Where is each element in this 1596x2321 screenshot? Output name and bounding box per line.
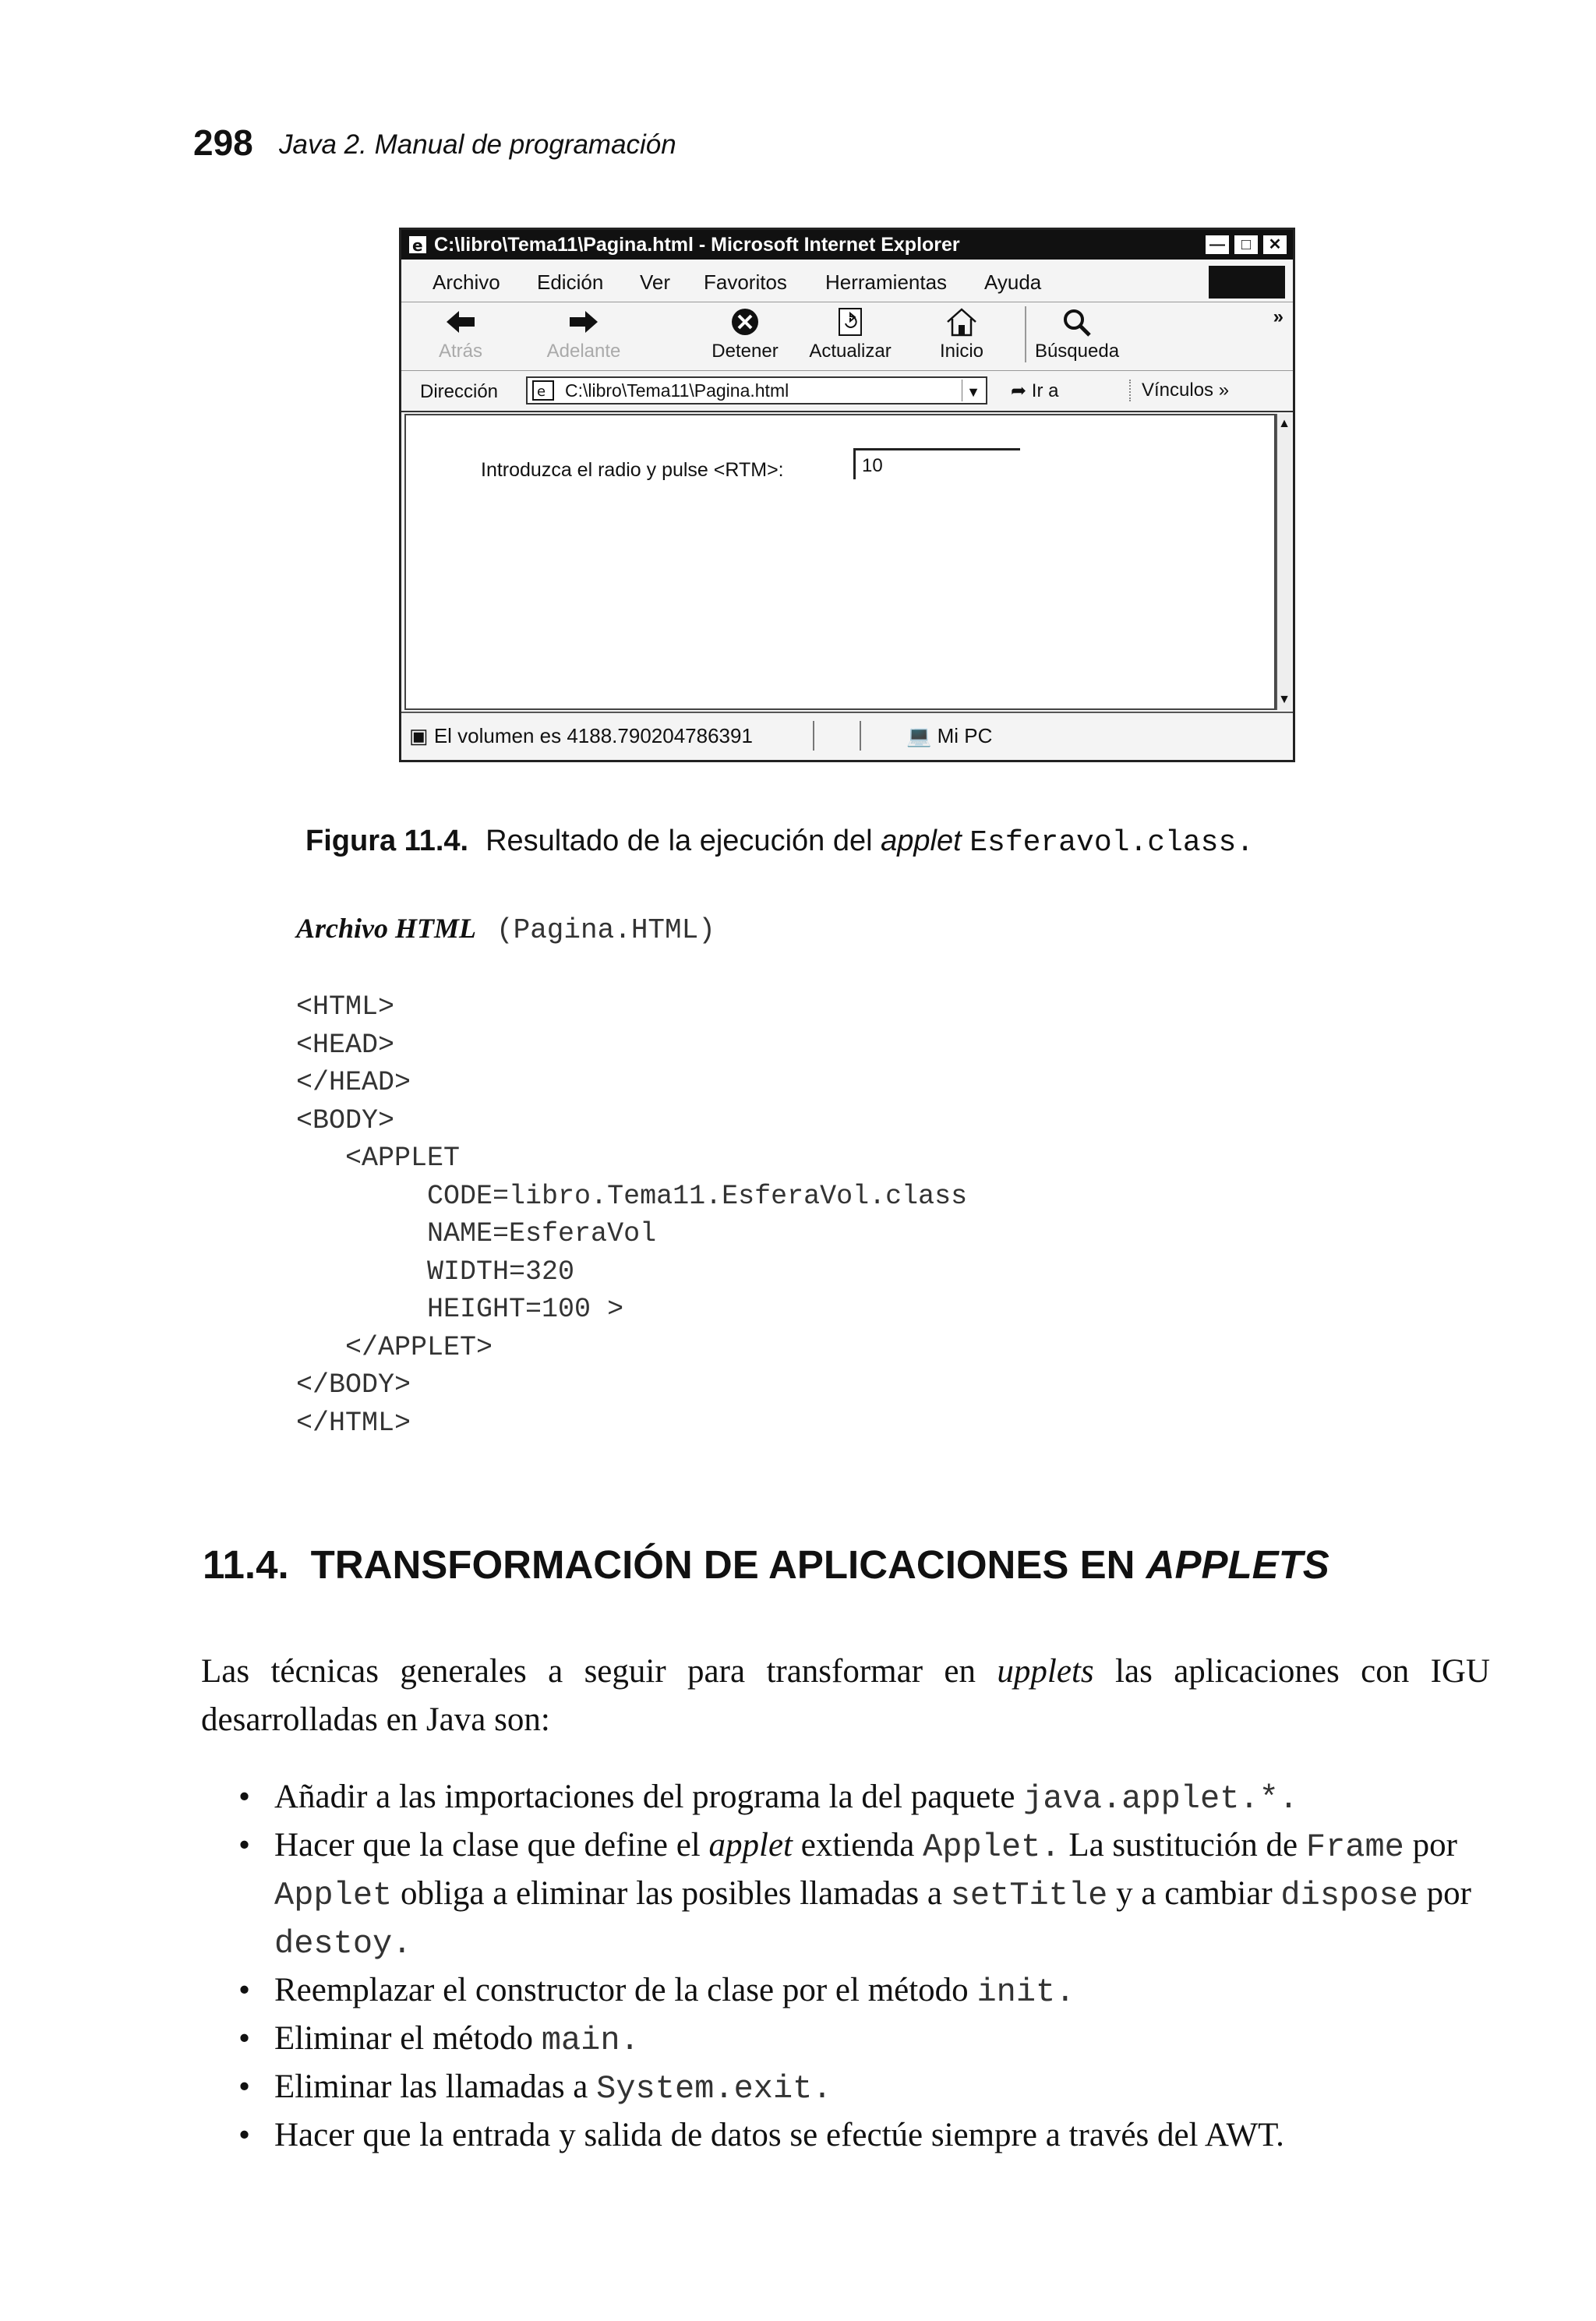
vertical-scrollbar[interactable] [1276,414,1291,710]
figure-caption: Figura 11.4. Resultado de la ejecución del applet Esferavol.class. [305,825,1255,860]
menu-edicion[interactable]: Edición [537,270,604,294]
menu-archivo[interactable]: Archivo [433,270,500,294]
home-icon [945,306,979,337]
technique-list [238,1774,1490,2158]
stop-icon [728,306,762,337]
list-item: • Añadir a las importaciones del programa la del paquete java.applet.*. [238,1779,1299,1818]
computer-icon: 💻 [906,724,932,747]
status-text: El volumen es 4188.790204786391 [433,724,753,747]
section-heading: 11.4. TRANSFORMACIÓN DE APLICACIONES EN APPLETS [203,1542,1329,1587]
html-code-listing: <HTML> <HEAD> </HEAD> <BODY> <APPLET CODE=libro.Tema11.EsferaVol.class NAME=EsferaVol WIDTH=320 HEIGHT=100 > </APPLET> </BODY> </HTML> [296,991,968,1439]
maximize-button[interactable]: □ [1233,234,1259,256]
menu-ver[interactable]: Ver [640,270,671,294]
list-item: • Hacer que la entrada y salida de datos se efectúe siempre a través del AWT. [238,2117,1284,2153]
address-label: Dirección [420,381,499,402]
intro-paragraph: Las técnicas generales a seguir para transformar en upplets las aplicaciones con IGU desarrolladas en Java son: [201,1653,1491,1738]
toolbar [401,303,1293,371]
list-item: • Hacer que la clase que define el applet extienda Applet. La sustitución de Frame por Applet obliga a eliminar las posibles llamadas a setTitle y a cambiar dispose por destoy. [238,1827,1471,1962]
menu-ayuda[interactable]: Ayuda [984,270,1042,294]
page-status-icon: ▣ [409,724,429,747]
status-bar [401,712,1293,760]
search-button[interactable]: Búsqueda [1025,306,1128,362]
go-button[interactable]: ➦ Ir a [1011,380,1059,401]
window-title: C:\libro\Tema11\Pagina.html - Microsoft Internet Explorer [434,234,960,256]
address-bar [401,372,1293,412]
list-item: • Eliminar el método main. [238,2020,640,2059]
page-content-area [404,414,1276,710]
svg-text:e: e [412,236,423,255]
toolbar-more-chevron-icon[interactable]: » [1273,306,1284,327]
browser-window-figure [399,228,1295,762]
menu-herramientas[interactable]: Herramientas [825,270,948,294]
close-button[interactable]: ✕ [1262,234,1288,256]
svg-text:e: e [537,383,546,400]
book-title: Java 2. Manual de programación [279,129,676,160]
list-item: • Eliminar las llamadas a System.exit. [238,2068,832,2107]
search-icon [1060,306,1094,337]
html-file-label: Archivo HTML (Pagina.HTML) [296,913,715,946]
status-text-container [409,724,753,748]
home-button[interactable]: Inicio [928,306,995,362]
go-arrow-icon: ➦ [1011,380,1027,401]
zone-indicator [906,724,992,748]
back-arrow-icon [443,306,478,337]
caption-label: Figura 11.4. [305,825,469,857]
applet-prompt: Introduzca el radio y pulse <RTM>: [481,459,784,481]
forward-arrow-icon [567,306,601,337]
page-number: 298 [193,122,253,163]
menu-bar [401,261,1293,302]
refresh-button[interactable]: Actualizar [802,306,899,362]
zone-text: Mi PC [937,724,993,747]
window-titlebar [401,230,1293,260]
list-item: • Reemplazar el constructor de la clase por el método init. [238,1972,1075,2011]
back-button[interactable]: Atrás [423,306,498,362]
radius-input[interactable]: 10 [853,448,1020,479]
forward-button[interactable]: Adelante [537,306,630,362]
minimize-button[interactable]: — [1204,234,1231,256]
links-button[interactable]: Vínculos » [1129,380,1229,401]
scroll-down-icon[interactable]: ▼ [1278,693,1291,706]
address-dropdown-icon[interactable]: ▼ [962,380,984,401]
windows-logo-icon [1209,266,1285,299]
stop-button[interactable]: Detener [702,306,788,362]
menu-favoritos[interactable]: Favoritos [704,270,787,294]
scroll-up-icon[interactable]: ▲ [1278,417,1291,430]
refresh-icon [833,306,867,337]
page-icon [532,380,554,401]
ie-icon [408,235,428,255]
address-input[interactable]: e C:\libro\Tema11\Pagina.html ▼ [526,376,987,404]
